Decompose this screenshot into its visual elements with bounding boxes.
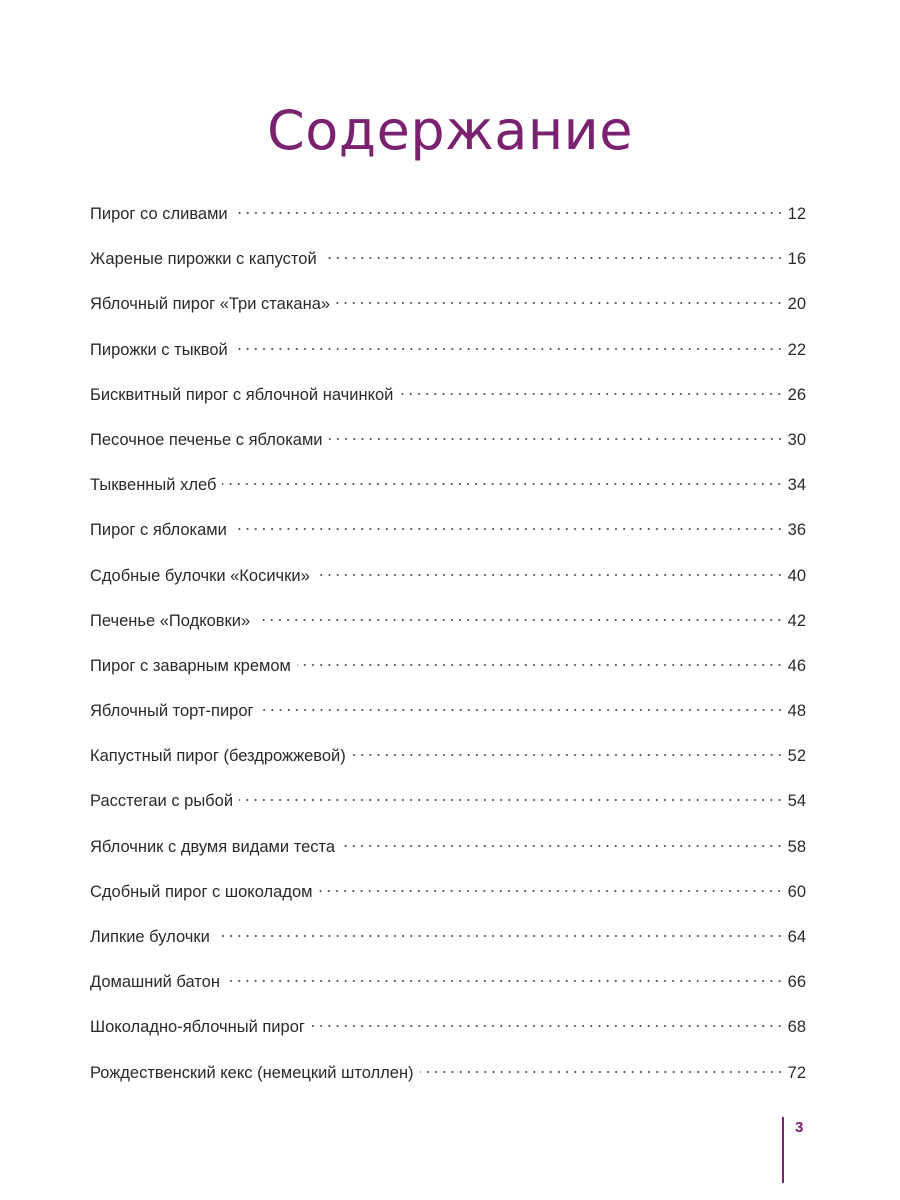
toc-entry-title: Расстегаи с рыбой xyxy=(90,792,234,811)
toc-entry[interactable] xyxy=(90,612,806,657)
toc-entry-title: Бисквитный пирог с яблочной начинкой xyxy=(90,385,394,404)
table-of-contents xyxy=(90,205,806,1109)
toc-entry-page: 36 xyxy=(787,521,806,540)
page-number: 3 xyxy=(795,1119,804,1136)
toc-entry[interactable] xyxy=(90,973,806,1018)
toc-entry-title: Песочное печенье с яблоками xyxy=(90,430,323,449)
toc-entry-title: Яблочный торт-пирог xyxy=(90,702,254,721)
toc-entry-page: 46 xyxy=(787,656,806,675)
dot-leader xyxy=(336,301,784,305)
toc-entry-title: Капустный пирог (бездрожжевой) xyxy=(90,747,346,766)
toc-entry-page: 58 xyxy=(787,837,806,856)
toc-entry[interactable] xyxy=(90,747,806,792)
dot-leader xyxy=(311,1024,784,1028)
dot-leader xyxy=(297,663,784,667)
toc-entry-page: 12 xyxy=(787,205,806,223)
toc-entry-page: 34 xyxy=(787,476,806,495)
toc-entry-title: Пирог со сливами xyxy=(90,205,228,223)
dot-leader xyxy=(234,211,784,215)
toc-entry[interactable] xyxy=(90,928,806,973)
dot-leader xyxy=(256,618,783,622)
toc-entry-title: Домашний батон xyxy=(90,973,220,992)
folio-rule xyxy=(782,1117,784,1183)
toc-entry-title: Яблочный пирог «Три стакана» xyxy=(90,295,331,314)
toc-entry-title: Пирожки с тыквой xyxy=(90,340,228,359)
toc-entry[interactable] xyxy=(90,476,806,521)
toc-entry-page: 68 xyxy=(787,1018,806,1037)
toc-entry[interactable] xyxy=(90,1064,806,1109)
toc-entry[interactable] xyxy=(90,883,806,928)
toc-entry-page: 22 xyxy=(787,340,806,359)
toc-entry[interactable] xyxy=(90,838,806,883)
toc-entry[interactable] xyxy=(90,341,806,386)
toc-entry-page: 42 xyxy=(787,611,806,630)
toc-entry-page: 60 xyxy=(787,882,806,901)
toc-entry-title: Рождественский кекс (немецкий штоллен) xyxy=(90,1063,414,1082)
dot-leader xyxy=(420,1070,784,1074)
toc-entry-title: Сдобные булочки «Косички» xyxy=(90,566,310,585)
toc-entry[interactable] xyxy=(90,792,806,837)
page-title: Содержание xyxy=(267,99,633,162)
dot-leader xyxy=(222,482,783,486)
dot-leader xyxy=(233,527,784,531)
toc-entry[interactable] xyxy=(90,205,806,250)
dot-leader xyxy=(318,889,783,893)
dot-leader xyxy=(399,392,783,396)
toc-entry[interactable] xyxy=(90,657,806,702)
toc-entry[interactable] xyxy=(90,386,806,431)
toc-entry-title: Липкие булочки xyxy=(90,928,210,946)
toc-entry-title: Тыквенный хлеб xyxy=(90,476,217,495)
toc-entry-title: Шоколадно-яблочный пирог xyxy=(90,1018,305,1037)
toc-entry[interactable] xyxy=(90,521,806,566)
toc-entry-title: Сдобный пирог с шоколадом xyxy=(90,882,313,901)
toc-entry-page: 52 xyxy=(787,747,806,766)
toc-entry-title: Печенье «Подковки» xyxy=(90,611,251,630)
toc-entry-page: 64 xyxy=(787,928,806,946)
toc-entry-page: 72 xyxy=(787,1063,806,1082)
toc-entry-title: Пирог с заварным кремом xyxy=(90,656,291,675)
dot-leader xyxy=(216,934,784,938)
dot-leader xyxy=(234,347,784,351)
dot-leader xyxy=(316,573,784,577)
toc-entry-page: 54 xyxy=(787,792,806,811)
toc-entry[interactable] xyxy=(90,250,806,295)
toc-entry[interactable] xyxy=(90,295,806,340)
toc-entry-page: 20 xyxy=(787,295,806,314)
toc-entry[interactable] xyxy=(90,431,806,476)
toc-entry-page: 30 xyxy=(787,430,806,449)
dot-leader xyxy=(352,753,784,757)
toc-entry-page: 48 xyxy=(787,702,806,721)
toc-entry-title: Яблочник с двумя видами теста xyxy=(90,837,336,856)
toc-entry-page: 66 xyxy=(787,973,806,992)
dot-leader xyxy=(239,798,784,802)
toc-entry-page: 16 xyxy=(787,250,806,269)
dot-leader xyxy=(323,256,784,260)
toc-entry[interactable] xyxy=(90,567,806,612)
dot-leader xyxy=(226,979,784,983)
toc-entry-title: Жареные пирожки с капустой xyxy=(90,250,317,269)
dot-leader xyxy=(329,437,784,441)
toc-entry-page: 26 xyxy=(787,385,806,404)
toc-entry[interactable] xyxy=(90,1018,806,1063)
dot-leader xyxy=(341,844,784,848)
dot-leader xyxy=(260,708,784,712)
toc-entry-title: Пирог с яблоками xyxy=(90,521,227,540)
toc-entry-page: 40 xyxy=(787,566,806,585)
toc-entry[interactable] xyxy=(90,702,806,747)
